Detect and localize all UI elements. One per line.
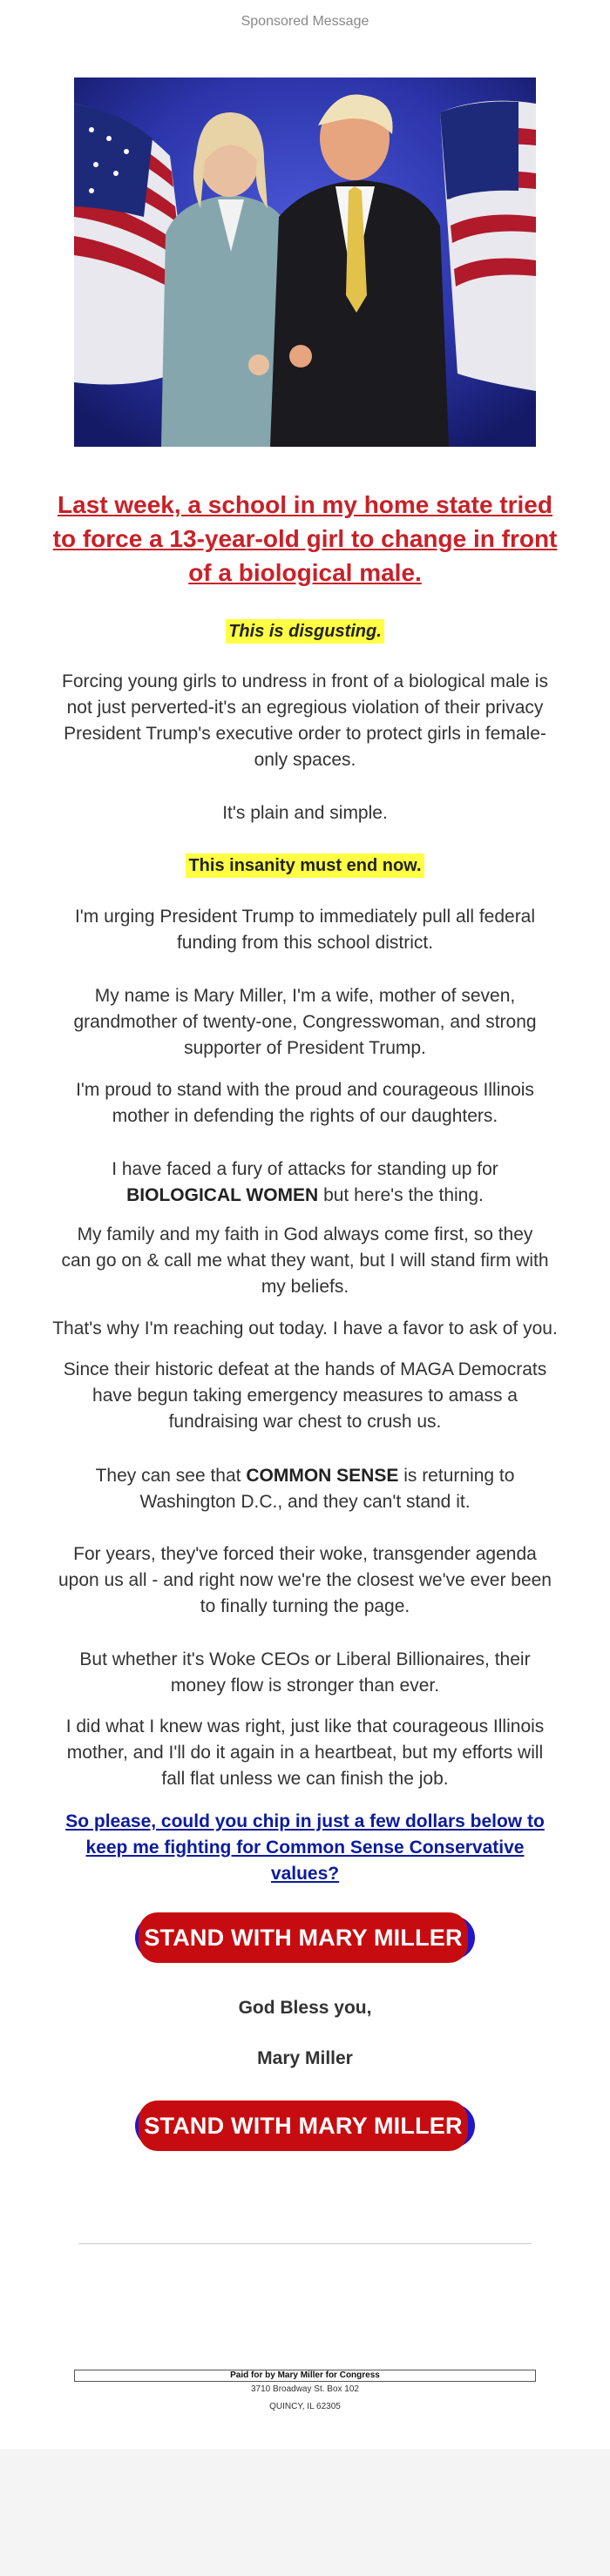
paragraph-privacy: Forcing young girls to undress in front of a biological male is not just perverted-it's an egregious violation of their privacy President Trump's executive order to protect girls in female-only spaces. bbox=[62, 671, 548, 770]
headline-link[interactable]: Last week, a school in my home state tried to force a 13-year-old girl to change in front of a biological male. bbox=[52, 491, 558, 586]
hero-photo[interactable] bbox=[74, 78, 536, 447]
paragraph-illinois-mother: I'm proud to stand with the proud and courageous Illinois mother in defending the rights of our daughters. bbox=[76, 1080, 534, 1126]
paragraph-war-chest: Since their historic defeat at the hands of MAGA Democrats have begun taking emergency measures to amass a fundraising war chest to crush us. bbox=[63, 1359, 547, 1432]
paragraph-common-sense bbox=[61, 1463, 549, 1515]
address-line-1: 3710 Broadway St. Box 102 bbox=[251, 2384, 359, 2394]
paragraph-funding: I'm urging President Trump to immediately pull all federal funding from this school district. bbox=[74, 907, 536, 953]
signature-name: Mary Miller bbox=[257, 2048, 353, 2068]
text: I have faced a fury of attacks for standing up for bbox=[112, 1159, 498, 1179]
paragraph-intro: My name is Mary Miller, I'm a wife, mother of seven, grandmother of twenty-one, Congresswoman, and strong supporter of President Trump. bbox=[73, 986, 537, 1058]
closing-text: God Bless you, bbox=[238, 1998, 372, 2018]
bold-text: BIOLOGICAL WOMEN bbox=[126, 1185, 319, 1205]
paragraph-finish-job: I did what I knew was right, just like that courageous Illinois mother, and I'll do it again in a heartbeat, but my efforts will fall flat unless we can finish the job. bbox=[65, 1716, 545, 1789]
button-label: STAND WITH MARY MILLER bbox=[139, 2101, 468, 2151]
paragraph-money-flow: But whether it's Woke CEOs or Liberal Billionaires, their money flow is stronger than ever. bbox=[79, 1649, 531, 1696]
footer-divider bbox=[78, 2243, 532, 2244]
donate-link[interactable]: So please, could you chip in just a few dollars below to keep me fighting for Common Sense Conservative values? bbox=[65, 1811, 545, 1884]
sponsored-label: Sponsored Message bbox=[241, 14, 369, 29]
bold-text: COMMON SENSE bbox=[246, 1466, 399, 1486]
paragraph-woke-agenda: For years, they've forced their woke, transgender agenda upon us all - and right now we're the closest we've ever been to finally turning the page. bbox=[58, 1544, 552, 1616]
stand-with-mary-button-1[interactable] bbox=[135, 1912, 475, 1965]
address-line-2: QUINCY, IL 62305 bbox=[269, 2402, 341, 2411]
paragraph-plain-simple: It's plain and simple. bbox=[222, 803, 388, 823]
text: but here's the thing. bbox=[318, 1185, 484, 1205]
text: They can see that bbox=[95, 1466, 247, 1486]
highlight-insanity bbox=[0, 853, 610, 878]
paragraph-faith: My family and my faith in God always come first, so they can go on & call me what they want, but I will stand firm with my beliefs. bbox=[61, 1224, 549, 1297]
stand-with-mary-button-2[interactable] bbox=[135, 2101, 475, 2153]
button-label: STAND WITH MARY MILLER bbox=[139, 1912, 468, 1963]
highlight-text: This insanity must end now. bbox=[186, 853, 424, 878]
paragraph-attacks bbox=[52, 1157, 558, 1209]
text: is returning to Washington D.C., and they can't stand it. bbox=[139, 1466, 515, 1512]
paid-for-disclaimer: Paid for by Mary Miller for Congress bbox=[74, 2370, 536, 2382]
highlight-disgusting bbox=[0, 619, 610, 644]
hero-photo-illustration bbox=[74, 78, 536, 447]
paragraph-favor: That's why I'm reaching out today. I have a favor to ask of you. bbox=[52, 1318, 558, 1339]
highlight-text: This is disgusting. bbox=[226, 619, 384, 644]
